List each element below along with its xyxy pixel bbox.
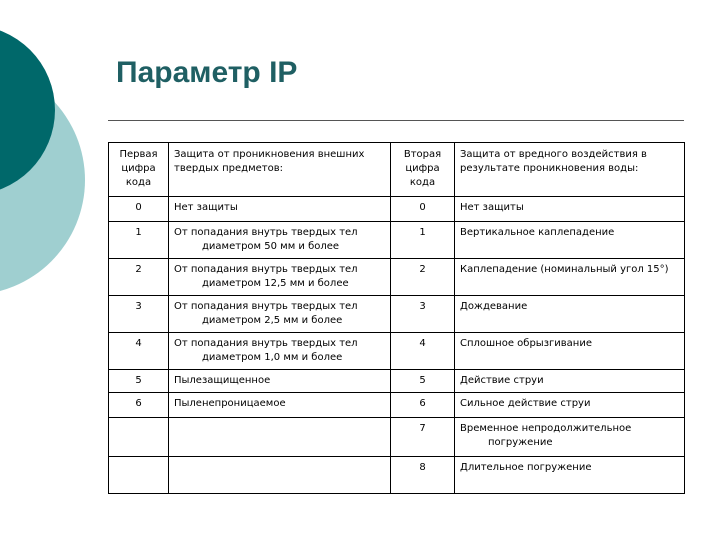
- solid-protection-cell: Пыленепроницаемое: [169, 393, 391, 418]
- first-digit-cell: 1: [109, 222, 169, 259]
- solid-protection-cell: [169, 296, 391, 333]
- table-row: [109, 222, 685, 259]
- decorative-circles: [0, 0, 100, 300]
- solid-protection-cell: [169, 222, 391, 259]
- water-protection-cell: Нет защиты: [455, 197, 685, 222]
- table-row: [109, 296, 685, 333]
- water-protection-cell: Дождевание: [455, 296, 685, 333]
- first-digit-cell: 6: [109, 393, 169, 418]
- table-row: [109, 197, 685, 222]
- second-digit-cell: 6: [391, 393, 455, 418]
- water-protection-cell: Длительное погружение: [455, 457, 685, 494]
- solid-protection-text: От попадания внутрь твердых тел диаметром 12,5 мм и более: [174, 264, 358, 289]
- table-row: [109, 333, 685, 370]
- table-row: [109, 418, 685, 457]
- water-protection-cell: Каплепадение (номинальный угол 15°): [455, 259, 685, 296]
- table-row: [109, 259, 685, 296]
- first-digit-cell: [109, 418, 169, 457]
- water-protection-cell: Сильное действие струи: [455, 393, 685, 418]
- first-digit-cell: 0: [109, 197, 169, 222]
- water-protection-text: Временное непродолжительное погружение: [460, 423, 632, 448]
- first-digit-cell: 3: [109, 296, 169, 333]
- table-row: [109, 457, 685, 494]
- title-divider: [108, 120, 684, 121]
- water-protection-cell: Действие струи: [455, 370, 685, 393]
- second-digit-cell: 8: [391, 457, 455, 494]
- solid-protection-cell: [169, 333, 391, 370]
- table-header-row: [109, 143, 685, 197]
- solid-protection-text: От попадания внутрь твердых тел диаметром 1,0 мм и более: [174, 338, 358, 363]
- solid-protection-text: От попадания внутрь твердых тел диаметром 50 мм и более: [174, 227, 358, 252]
- first-digit-cell: 4: [109, 333, 169, 370]
- solid-protection-cell: Пылезащищенное: [169, 370, 391, 393]
- header-water-protection: Защита от вредного воздействия в результате проникновения воды:: [455, 143, 685, 197]
- water-protection-cell: Вертикальное каплепадение: [455, 222, 685, 259]
- second-digit-cell: 4: [391, 333, 455, 370]
- table-row: [109, 393, 685, 418]
- second-digit-cell: 2: [391, 259, 455, 296]
- header-solid-protection: Защита от проникновения внешних твердых предметов:: [169, 143, 391, 197]
- solid-protection-text: От попадания внутрь твердых тел диаметром 2,5 мм и более: [174, 301, 358, 326]
- first-digit-cell: 2: [109, 259, 169, 296]
- header-first-digit: Первая цифра кода: [109, 143, 169, 197]
- first-digit-cell: [109, 457, 169, 494]
- header-second-digit: Вторая цифра кода: [391, 143, 455, 197]
- solid-protection-cell: [169, 457, 391, 494]
- table-row: [109, 370, 685, 393]
- second-digit-cell: 7: [391, 418, 455, 457]
- solid-protection-cell: Нет защиты: [169, 197, 391, 222]
- ip-code-table: [108, 142, 685, 494]
- water-protection-cell: Сплошное обрызгивание: [455, 333, 685, 370]
- second-digit-cell: 5: [391, 370, 455, 393]
- page-title: Параметр IP: [116, 56, 298, 89]
- second-digit-cell: 0: [391, 197, 455, 222]
- second-digit-cell: 1: [391, 222, 455, 259]
- water-protection-cell: [455, 418, 685, 457]
- solid-protection-cell: [169, 259, 391, 296]
- second-digit-cell: 3: [391, 296, 455, 333]
- solid-protection-cell: [169, 418, 391, 457]
- first-digit-cell: 5: [109, 370, 169, 393]
